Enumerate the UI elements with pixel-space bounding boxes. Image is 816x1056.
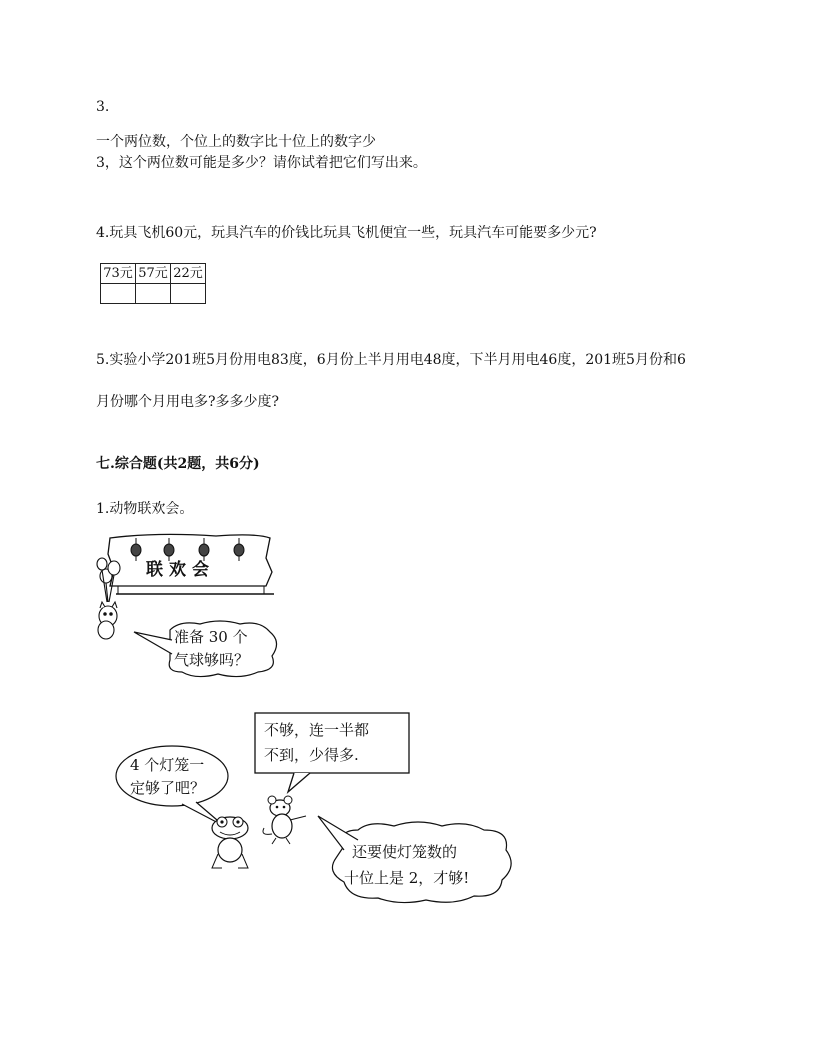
q3-line1: 一个两位数，个位上的数字比十位上的数字少 (96, 134, 376, 150)
banner-label: 联欢会 (146, 560, 215, 580)
condition-bubble-line1: 还要使灯笼数的 (352, 843, 458, 861)
q4-option: 57元 (136, 264, 171, 284)
q5-line1: 5.实验小学201班5月份用电83度，6月份上半月用电48度，下半月用电46度，201班5月份和6 (96, 352, 686, 368)
q3-number: 3. (96, 99, 110, 115)
animal-icon (98, 602, 117, 639)
balloons-bubble-line1: 准备 30 个 (174, 628, 248, 646)
lanterns-bubble-line1: 4 个灯笼一 (130, 756, 205, 774)
q4-answer-cell[interactable] (171, 284, 206, 304)
reply-line1: 不够，连一半都 (264, 721, 370, 739)
condition-bubble-line2: 十位上是 2，才够! (344, 869, 470, 887)
q3-line2: 3，这个两位数可能是多少？请你试着把它们写出来。 (96, 155, 427, 171)
q5-line2: 月份哪个月用电多?多多少度? (96, 394, 280, 410)
q4-text: 4.玩具飞机60元，玩具汽车的价钱比玩具飞机便宜一些，玩具汽车可能要多少元? (96, 225, 597, 241)
q4-answer-cell[interactable] (136, 284, 171, 304)
q4-option: 22元 (171, 264, 206, 284)
reply-line2: 不到，少得多. (264, 746, 359, 764)
frog-icon (206, 814, 256, 870)
lanterns-bubble-line2: 定够了吧？ (130, 779, 206, 797)
q4-options-table (100, 263, 206, 304)
q7-1-text: 1.动物联欢会。 (96, 501, 194, 517)
q4-option: 73元 (101, 264, 136, 284)
balloons-bubble-line2: 气球够吗？ (174, 651, 250, 669)
q4-answer-cell[interactable] (101, 284, 136, 304)
section-heading: 七.综合题(共2题，共6分) (96, 456, 260, 472)
mouse-icon (258, 796, 318, 846)
